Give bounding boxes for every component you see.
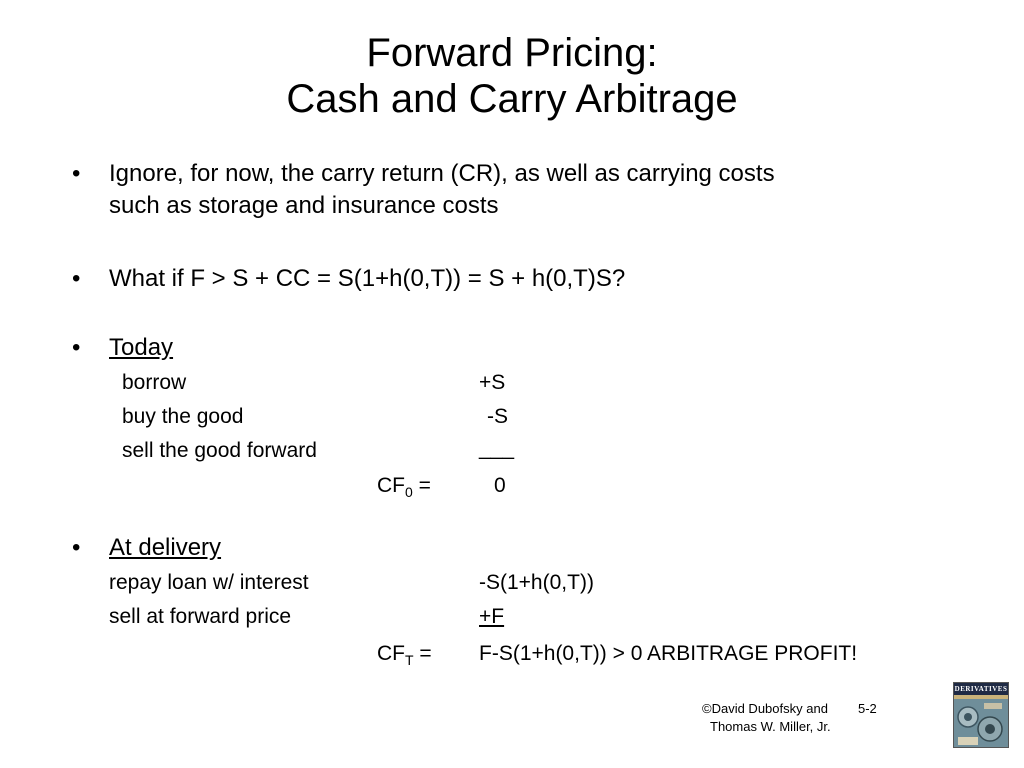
bullet-ignore-line1: Ignore, for now, the carry return (CR), as well as carrying costs	[109, 160, 775, 187]
delivery-row-label: sell at forward price	[109, 605, 292, 628]
delivery-cf-subscript: T	[405, 652, 414, 668]
slide-title	[0, 30, 1024, 122]
today-row-value: +S	[479, 371, 506, 394]
delivery-cf-value: F-S(1+h(0,T)) > 0 ARBITRAGE PROFIT!	[479, 642, 858, 665]
book-cover-art	[954, 699, 1008, 748]
book-cover-title: DERIVATIVES	[954, 685, 1008, 693]
copyright-line1: ©David Dubofsky and	[702, 701, 828, 716]
delivery-row-value: -S(1+h(0,T))	[479, 571, 594, 594]
bullet-marker: •	[72, 160, 81, 187]
today-cf-value: 0	[494, 474, 506, 497]
slide-number: 5-2	[858, 701, 877, 716]
today-row-label: buy the good	[122, 405, 244, 428]
today-row-value: ___	[479, 437, 515, 460]
bullet-what-if: What if F > S + CC = S(1+h(0,T)) = S + h(0,T)S?	[109, 265, 626, 292]
delivery-row-value: +F	[479, 605, 505, 628]
today-row-label: sell the good forward	[122, 439, 317, 462]
book-cover-image	[953, 682, 1009, 748]
bullet-marker: •	[72, 265, 81, 292]
today-heading: Today	[109, 334, 174, 361]
delivery-heading: At delivery	[109, 534, 222, 561]
today-row-value: -S	[487, 405, 508, 428]
copyright-line2: Thomas W. Miller, Jr.	[710, 719, 831, 734]
bullet-ignore-line2: such as storage and insurance costs	[109, 192, 499, 219]
today-row-label: borrow	[122, 371, 187, 394]
bullet-marker: •	[72, 334, 81, 361]
delivery-row-label: repay loan w/ interest	[109, 571, 309, 594]
slide-title-line1: Forward Pricing:	[366, 31, 658, 75]
delivery-cf-label: $CF_T$ =	[377, 642, 432, 668]
today-cf-subscript: 0	[405, 484, 413, 500]
bullet-marker: •	[72, 534, 81, 561]
slide-title-line2: Cash and Carry Arbitrage	[286, 77, 738, 121]
today-cf-label: $CF_0$ =	[377, 474, 431, 500]
